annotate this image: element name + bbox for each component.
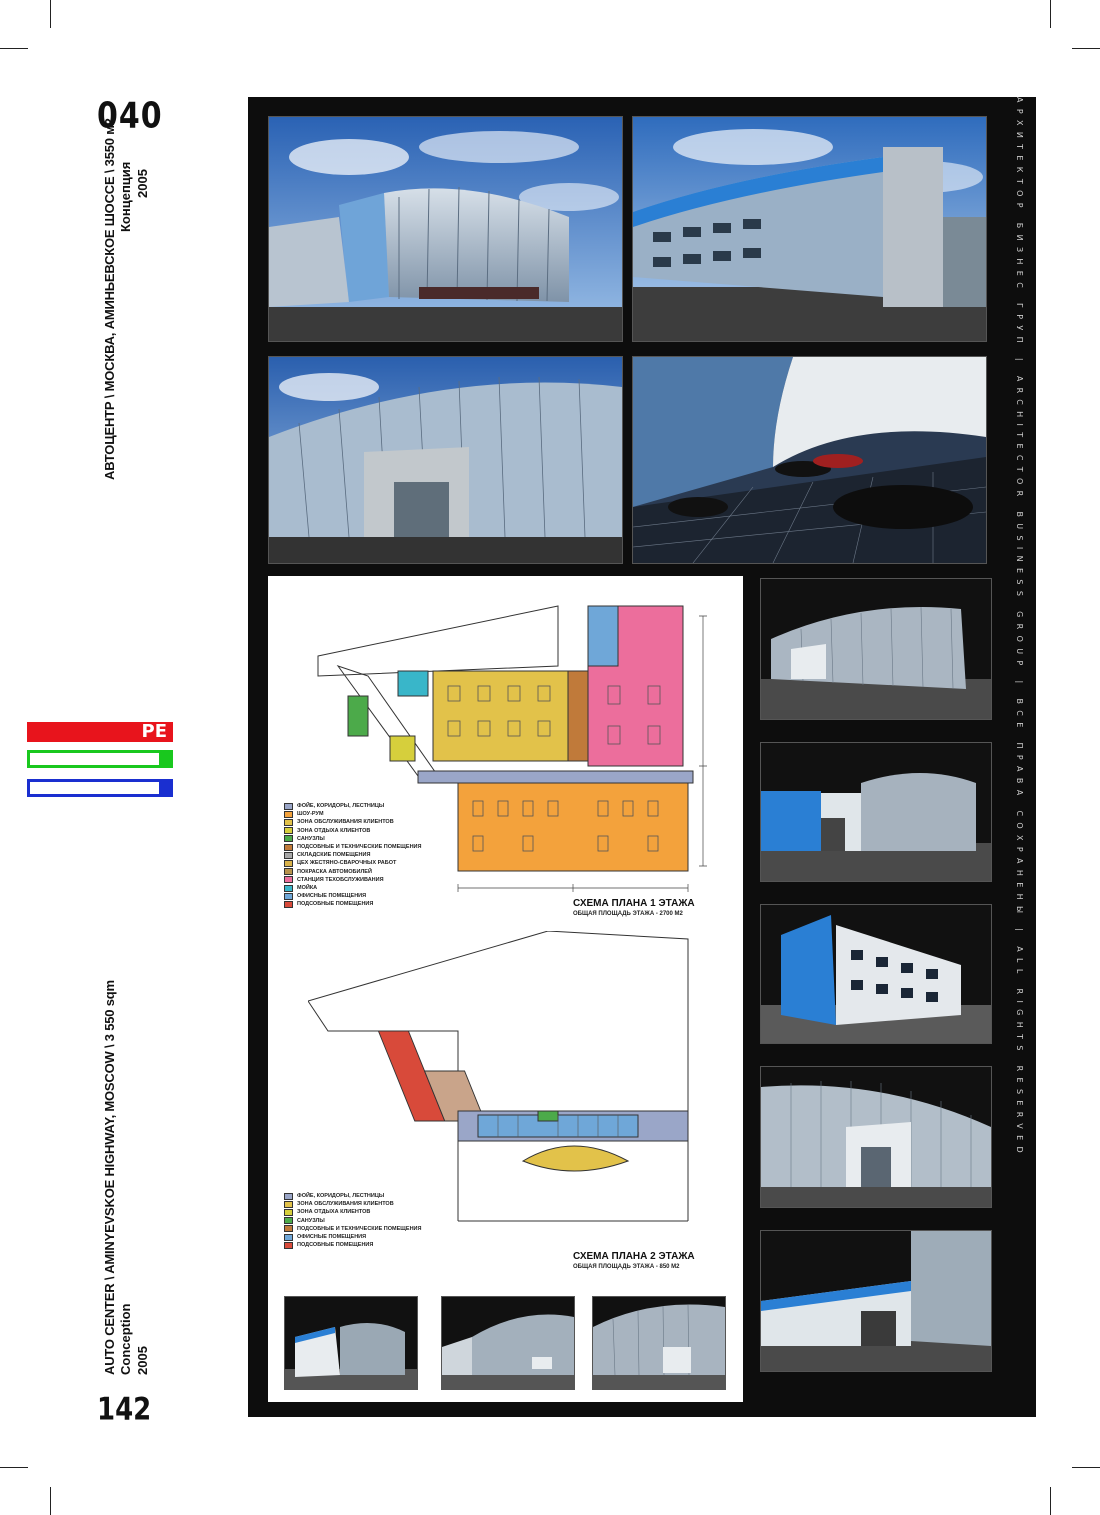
legend-label: ОФИСНЫЕ ПОМЕЩЕНИЯ xyxy=(297,893,367,900)
legend-label: ПОКРАСКА АВТОМОБИЛЕЙ xyxy=(297,868,372,875)
legend-swatch xyxy=(284,844,293,851)
render-side-2 xyxy=(760,742,992,882)
floor2-title: СХЕМА ПЛАНА 2 ЭТАЖА xyxy=(573,1251,695,1262)
crop-mark xyxy=(50,1487,51,1515)
legend-row xyxy=(284,1241,421,1249)
legend-swatch xyxy=(284,819,293,826)
legend-swatch xyxy=(284,1209,293,1216)
copyright-text: АРХИТЕКТОР БИЗНЕС ГРУП | ARCHITECTOR BUSINESS GROUP | ВСЕ ПРАВА СОХРАНЕНЫ | ALL RIGHTS RESERVED xyxy=(1015,97,1024,1159)
crop-mark xyxy=(0,1467,28,1468)
legend-label: САНУЗЛЫ xyxy=(297,1217,325,1224)
legend-label: СКЛАДСКИЕ ПОМЕЩЕНИЯ xyxy=(297,852,371,859)
legend-swatch xyxy=(284,860,293,867)
legend-swatch xyxy=(284,827,293,834)
render-interior xyxy=(632,356,987,564)
legend-row xyxy=(284,835,421,843)
legend-label: ПОДСОБНЫЕ И ТЕХНИЧЕСКИЕ ПОМЕЩЕНИЯ xyxy=(297,844,422,851)
legend-swatch xyxy=(284,1217,293,1224)
legend-row xyxy=(284,1192,421,1200)
floor2-legend xyxy=(284,1192,421,1249)
thumb-render-2 xyxy=(441,1296,575,1390)
legend-row xyxy=(284,884,421,892)
legend-swatch xyxy=(284,1193,293,1200)
floor-plans-sheet xyxy=(268,576,743,1402)
legend-swatch xyxy=(284,901,293,908)
logo-text: PE xyxy=(141,721,167,742)
project-year-en: 2005 xyxy=(135,1346,150,1375)
legend-label: ФОЙЕ, КОРИДОРЫ, ЛЕСТНИЦЫ xyxy=(297,803,385,809)
project-title-en: AUTO CENTER \ AMINYEVSKOE HIGHWAY, MOSCOW \ 3 550 sqm xyxy=(102,980,117,1375)
legend-label: ЗОНА ОТДЫХА КЛИЕНТОВ xyxy=(297,827,371,834)
project-concept-ru: Концепция xyxy=(118,161,133,232)
crop-mark xyxy=(0,48,28,49)
logo-red-bar xyxy=(27,722,173,742)
legend-swatch xyxy=(284,868,293,875)
legend-swatch xyxy=(284,1242,293,1249)
render-side-3 xyxy=(760,904,992,1044)
render-exterior-3 xyxy=(268,356,623,564)
copyright-strip xyxy=(1010,97,1030,1417)
legend-row xyxy=(284,900,421,908)
legend-swatch xyxy=(284,885,293,892)
render-side-1 xyxy=(760,578,992,720)
legend-row xyxy=(284,1208,421,1216)
legend-label: ПОДСОБНЫЕ ПОМЕЩЕНИЯ xyxy=(297,901,374,908)
crop-mark xyxy=(1050,0,1051,28)
legend-row xyxy=(284,1233,421,1241)
legend-swatch xyxy=(284,835,293,842)
logo-green-bar xyxy=(27,750,173,768)
floor2-subtitle: ОБЩАЯ ПЛОЩАДЬ ЭТАЖА - 850 М2 xyxy=(573,1264,680,1270)
project-concept-en: Conception xyxy=(118,1303,133,1375)
legend-row xyxy=(284,1200,421,1208)
render-side-4 xyxy=(760,1066,992,1208)
legend-row xyxy=(284,802,421,810)
legend-label: ОФИСНЫЕ ПОМЕЩЕНИЯ xyxy=(297,1234,367,1241)
floor1-subtitle: ОБЩАЯ ПЛОЩАДЬ ЭТАЖА - 2700 М2 xyxy=(573,911,683,917)
legend-row xyxy=(284,876,421,884)
legend-swatch xyxy=(284,852,293,859)
legend-label: ШОУ-РУМ xyxy=(297,811,324,818)
crop-mark xyxy=(1072,48,1100,49)
logo-blue-bar xyxy=(27,779,173,797)
legend-label: СТАНЦИЯ ТЕХОБСЛУЖИВАНИЯ xyxy=(297,876,384,883)
thumb-render-3 xyxy=(592,1296,726,1390)
legend-row xyxy=(284,827,421,835)
legend-label: САНУЗЛЫ xyxy=(297,835,325,842)
floor1-legend xyxy=(284,802,421,909)
page-number-bottom: 142 xyxy=(97,1392,152,1428)
crop-mark xyxy=(1050,1487,1051,1515)
legend-row xyxy=(284,868,421,876)
legend-label: ЦЕХ ЖЕСТЯНО-СВАРОЧНЫХ РАБОТ xyxy=(297,860,397,867)
legend-row xyxy=(284,843,421,851)
legend-swatch xyxy=(284,876,293,883)
legend-row xyxy=(284,1225,421,1233)
crop-mark xyxy=(50,0,51,28)
legend-label: ПОДСОБНЫЕ И ТЕХНИЧЕСКИЕ ПОМЕЩЕНИЯ xyxy=(297,1225,422,1232)
legend-row xyxy=(284,851,421,859)
legend-swatch xyxy=(284,893,293,900)
legend-swatch xyxy=(284,1225,293,1232)
legend-row xyxy=(284,818,421,826)
project-title-ru: АВТОЦЕНТР \ МОСКВА, АМИНЬЕВСКОЕ ШОССЕ \ 3550 м2 xyxy=(102,118,117,480)
page-number-top: 040 xyxy=(97,95,163,137)
legend-swatch xyxy=(284,1201,293,1208)
legend-swatch xyxy=(284,1234,293,1241)
legend-label: ЗОНА ОБСЛУЖИВАНИЯ КЛИЕНТОВ xyxy=(297,819,394,826)
render-exterior-1 xyxy=(268,116,623,342)
floor2-plan-drawing xyxy=(308,931,728,1231)
legend-row xyxy=(284,892,421,900)
legend-label: МОЙКА xyxy=(297,885,318,892)
legend-swatch xyxy=(284,811,293,818)
legend-swatch xyxy=(284,803,293,810)
legend-label: ЗОНА ОБСЛУЖИВАНИЯ КЛИЕНТОВ xyxy=(297,1201,394,1208)
project-year-ru: 2005 xyxy=(135,169,150,198)
thumb-render-1 xyxy=(284,1296,418,1390)
crop-mark xyxy=(1072,1467,1100,1468)
render-side-5 xyxy=(760,1230,992,1372)
legend-label: ФОЙЕ, КОРИДОРЫ, ЛЕСТНИЦЫ xyxy=(297,1193,385,1199)
legend-row xyxy=(284,810,421,818)
legend-row xyxy=(284,1217,421,1225)
render-exterior-2 xyxy=(632,116,987,342)
floor1-title: СХЕМА ПЛАНА 1 ЭТАЖА xyxy=(573,898,695,909)
legend-label: ПОДСОБНЫЕ ПОМЕЩЕНИЯ xyxy=(297,1242,374,1249)
legend-label: ЗОНА ОТДЫХА КЛИЕНТОВ xyxy=(297,1209,371,1216)
legend-row xyxy=(284,859,421,867)
